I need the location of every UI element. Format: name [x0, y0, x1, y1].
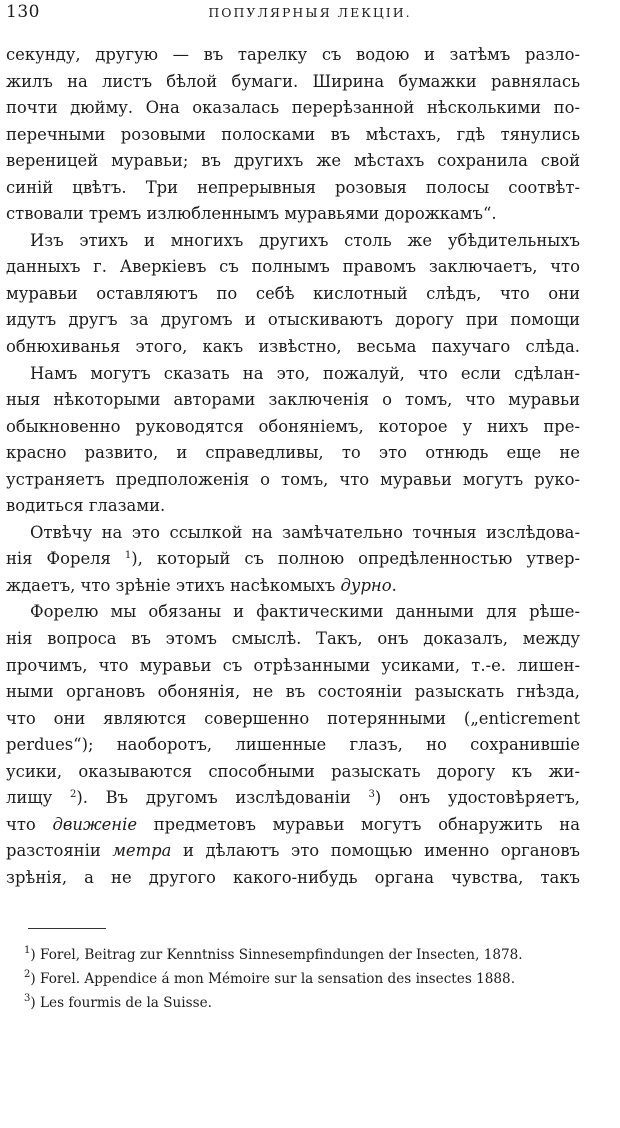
- footnote-1: [24, 944, 584, 966]
- text-line: почти дюйму. Она оказалась перерѣзанной нѣсколькими по-: [6, 98, 580, 118]
- text-line: усики, оказываются способными разыскать дорогу къ жи-: [6, 761, 580, 781]
- text-line: зрѣнія, а не другого какого-нибудь органа чувства, такъ: [6, 867, 580, 887]
- footnote-ref[interactable]: 3: [368, 789, 375, 801]
- text-run: лищу: [6, 788, 53, 808]
- footnote-text: ) Forel. Appendice á mon Mémoire sur la sensation des insectes 1888.: [30, 971, 516, 987]
- footnote-text: ) Forel, Beitrag zur Kenntniss Sinnesempfindungen der Insecten, 1878.: [30, 947, 523, 963]
- footnote-divider: [28, 928, 106, 929]
- text-line: Изъ этихъ и многихъ другихъ столь же убѣдительныхъ: [30, 230, 580, 250]
- text-line: perdues“); наоборотъ, лишенные глазъ, но сохранившіе: [6, 735, 580, 755]
- footnote-ref[interactable]: 1: [124, 550, 132, 562]
- text-line: [6, 546, 580, 573]
- text-line: прочимъ, что муравьи съ отрѣзанными усиками, т.-е. лишен-: [6, 655, 580, 675]
- paragraph-5: [6, 599, 580, 891]
- text-line: перечными розовыми полосками въ мѣстахъ, гдѣ тянулись: [6, 124, 580, 144]
- paragraph-3: [6, 361, 580, 520]
- text-run: разстояніи: [6, 841, 101, 861]
- text-line: устраняетъ предположенія о томъ, что муравьи могутъ руко-: [6, 469, 580, 489]
- text-line: что они являются совершенно потерянными („enticrement: [6, 708, 580, 728]
- footnote-2: [24, 968, 584, 990]
- page-body: [6, 42, 580, 892]
- text-line: красно развито, и справедливы, то это отнюдь еще не: [6, 443, 580, 463]
- italic-term: движеніе: [52, 814, 138, 834]
- text-line: [6, 573, 580, 600]
- footnote-text: ) Les fourmis de la Suisse.: [30, 995, 212, 1011]
- footnote-ref[interactable]: 2: [69, 789, 77, 801]
- paragraph-1: [6, 42, 580, 228]
- text-line: Форелю мы обязаны и фактическими данными для рѣше-: [30, 602, 580, 622]
- text-line: [6, 785, 580, 812]
- text-line: обнюхиванья этого, какъ извѣстно, весьма пахучаго слѣда.: [6, 337, 580, 357]
- text-line: ными органовъ обонянія, не въ состояніи разыскать гнѣзда,: [6, 682, 580, 702]
- text-run: ждаетъ, что зрѣніе этихъ насѣкомыхъ: [6, 575, 336, 595]
- text-line: секунду, другую — въ тарелку съ водою и затѣмъ разло-: [6, 45, 580, 64]
- footnote-mark: 1: [24, 945, 31, 956]
- text-line: Отвѣчу на это ссылкой на замѣчательно точныя изслѣдова-: [30, 522, 580, 542]
- text-line: данныхъ г. Аверкіевъ съ полнымъ правомъ заключаетъ, что: [6, 257, 580, 277]
- text-run: ), который съ полною опредѣленностью утвер-: [131, 549, 580, 569]
- text-line: муравьи оставляютъ по себѣ кислотный слѣдъ, что они: [6, 283, 580, 303]
- text-line: вереницей муравьи; въ другихъ же мѣстахъ сохранила свой: [6, 151, 580, 171]
- text-line: идутъ другъ за другомъ и отыскиваютъ дорогу при помощи: [6, 310, 580, 330]
- text-line: нія вопроса въ этомъ смыслѣ. Такъ, онъ доказалъ, между: [6, 629, 580, 649]
- footnote-mark: 2: [24, 969, 31, 980]
- text-line: синій цвѣтъ. Три непрерывныя розовыя полосы соотвѣт-: [6, 177, 580, 197]
- text-line: Намъ могутъ сказать на это, пожалуй, что если сдѣлан-: [30, 363, 580, 383]
- text-run: что: [6, 814, 36, 834]
- footnote-mark: 3: [24, 993, 31, 1004]
- paragraph-4: [6, 520, 580, 600]
- text-line: ствовали тремъ излюбленнымъ муравьями дорожкамъ“.: [6, 204, 497, 224]
- text-run: ) онъ удостовѣряетъ,: [374, 788, 580, 808]
- text-run: и дѣлаютъ это помощью именно органовъ: [183, 841, 580, 861]
- text-run: нія Фореля: [6, 549, 111, 569]
- text-line: водиться глазами.: [6, 496, 166, 516]
- italic-term: дурно: [340, 575, 392, 595]
- text-line: [6, 838, 580, 865]
- text-line: [6, 812, 580, 839]
- text-run: ). Въ другомъ изслѣдованіи: [76, 788, 351, 808]
- page-header: [6, 2, 614, 26]
- text-line: ныя нѣкоторыми авторами заключенія о томъ, что муравьи: [6, 390, 580, 410]
- running-title: ПОПУЛЯРНЫЯ ЛЕКЦІИ.: [208, 5, 412, 20]
- text-run: предметовъ муравьи могутъ обнаружить на: [153, 814, 580, 834]
- paragraph-2: [6, 228, 580, 361]
- text-line: жилъ на листъ бѣлой бумаги. Ширина бумажки равнялась: [6, 71, 580, 91]
- italic-term: метра: [112, 841, 172, 861]
- text-run: .: [391, 575, 397, 595]
- page-number: 130: [6, 2, 40, 22]
- footnote-3: [24, 992, 584, 1014]
- text-line: обыкновенно руководятся обоняніемъ, которое у нихъ пре-: [6, 416, 580, 436]
